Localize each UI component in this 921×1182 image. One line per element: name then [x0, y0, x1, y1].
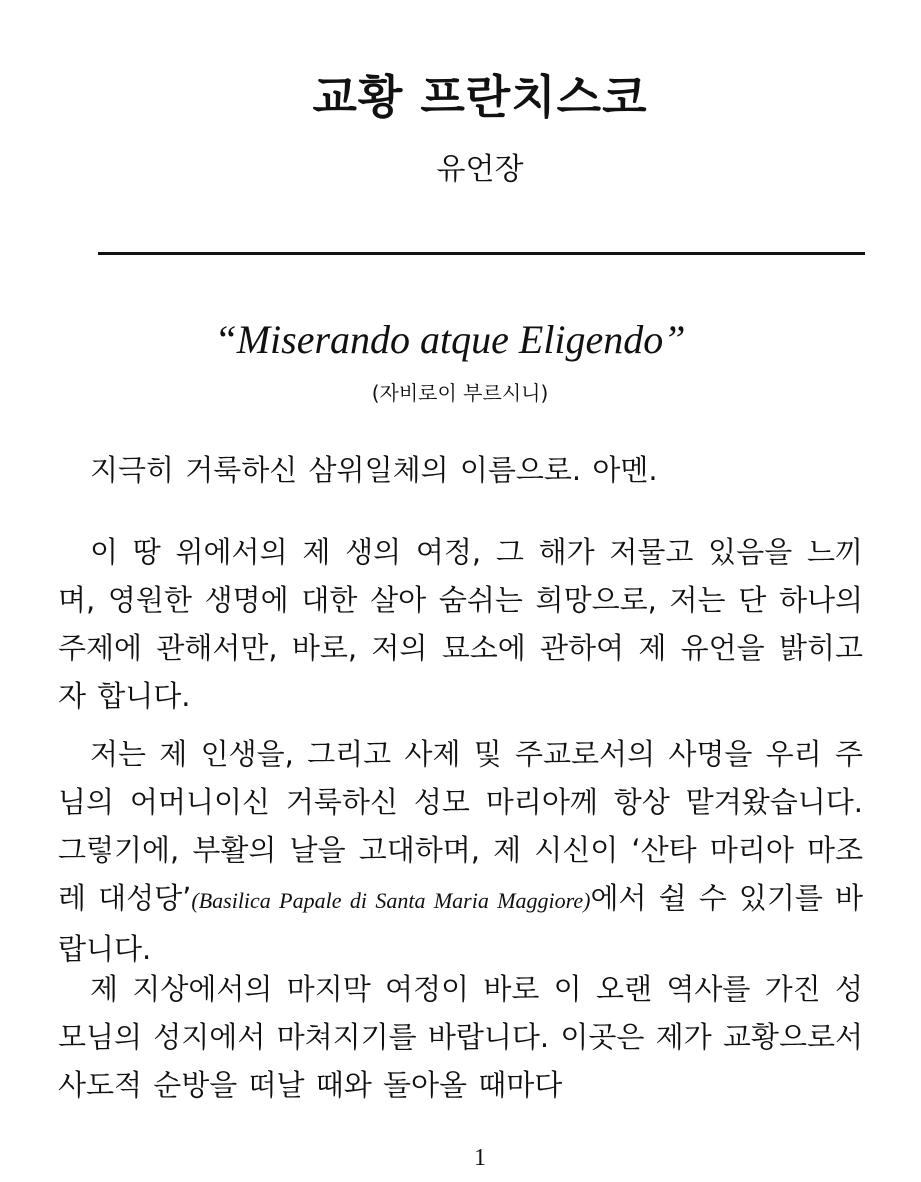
document-title: 교황 프란치스코 — [312, 70, 648, 124]
burial-wish-text-end: 에서 쉴 수 있기를 바랍니다. — [58, 881, 863, 966]
paragraph-invocation: 지극히 거룩하신 삼위일체의 이름으로. 아멘. — [90, 453, 658, 487]
paragraph-intent: 이 땅 위에서의 제 생의 여정, 그 해가 저물고 있음을 느끼며, 영원한 생명에 대한 살아 숨쉬는 희망으로, 저는 단 하나의 주제에 관해서만, 바로, 저의 묘소에 관하여 제 유언을 밝히고자 합니다. — [58, 535, 863, 713]
paragraph-burial-wish — [58, 730, 863, 973]
paragraph-final-journey: 제 지상에서의 마지막 여정이 바로 이 오랜 역사를 가진 성모님의 성지에서 마쳐지기를 바랍니다. 이곳은 제가 교황으로서 사도적 순방을 떠날 때와 돌아올 때마다 — [58, 972, 863, 1102]
page-number: 1 — [474, 1145, 486, 1171]
motto-translation: (자비로이 부르시니) — [371, 381, 549, 405]
burial-wish-text: 저는 제 인생을, 그리고 사제 및 주교로서의 사명을 우리 주님의 어머니이신 거룩하신 성모 마리아께 항상 맡겨왔습니다. 그렇기에, 부활의 날을 고대하며, 제 시신이 ‘산타 마리아 마조레 대성당’ — [58, 737, 863, 915]
basilica-latin-name: (Basilica Papale di Santa Maria Maggiore) — [191, 888, 591, 913]
document-subtitle: 유언장 — [436, 152, 524, 187]
motto: “Miserando atque Eligendo” — [214, 317, 686, 362]
title-divider — [98, 252, 865, 255]
